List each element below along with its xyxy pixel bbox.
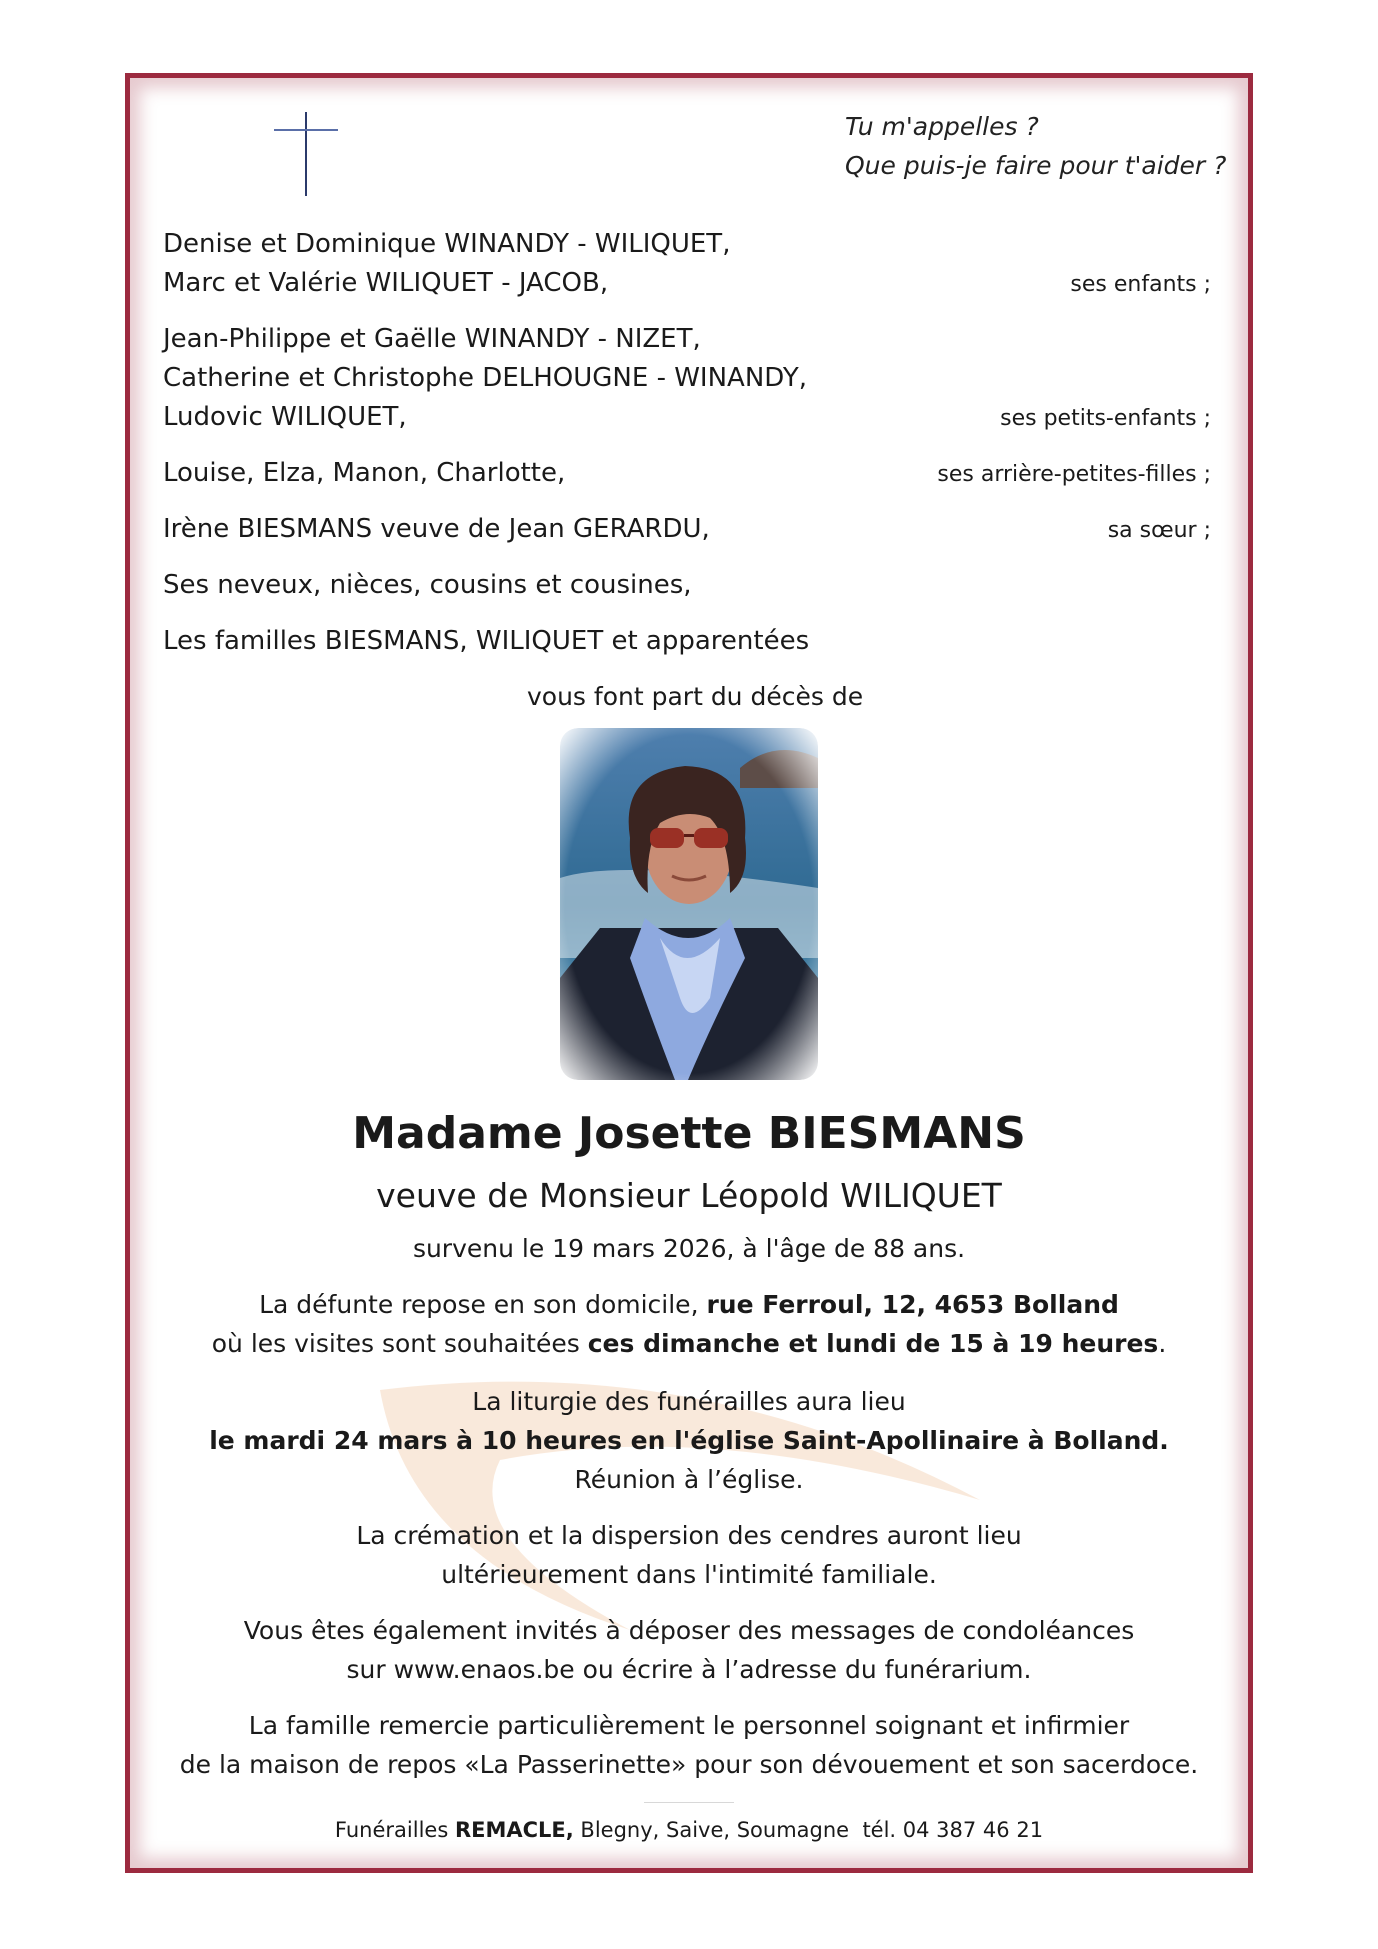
family-grandchildren-1: Jean-Philippe et Gaëlle WINANDY - NIZET,	[163, 324, 701, 354]
watermark-swoosh-icon	[380, 1380, 1020, 1640]
family-great-grandchildren: Louise, Elza, Manon, Charlotte,	[163, 458, 566, 488]
deceased-widow-of: veuve de Monsieur Léopold WILIQUET	[376, 1176, 1002, 1215]
condolences-line-1: Vous êtes également invités à déposer des messages de condoléances	[243, 1616, 1135, 1645]
family-relatives: Ses neveux, nièces, cousins et cousines,	[163, 570, 692, 600]
portrait-photo	[560, 728, 818, 1080]
announce-text: vous font part du décès de	[527, 682, 864, 711]
deceased-died: survenu le 19 mars 2026, à l'âge de 88 ans.	[412, 1234, 966, 1263]
condolences-line-2: sur www.enaos.be ou écrire à l’adresse du funérarium.	[346, 1655, 1032, 1684]
funeral-line-2: le mardi 24 mars à 10 heures en l'église Saint-Apollinaire à Bolland.	[209, 1426, 1169, 1455]
funeral-line-3: Réunion à l’église.	[574, 1465, 804, 1494]
funeral-line-1: La liturgie des funérailles aura lieu	[472, 1387, 906, 1416]
epigraph-line-1: Tu m'appelles ?	[845, 112, 1039, 141]
footer-divider	[644, 1802, 734, 1803]
family-children-1: Denise et Dominique WINANDY - WILIQUET,	[163, 229, 731, 259]
visit-line-1: La défunte repose en son domicile, rue Ferroul, 12, 4653 Bolland	[259, 1290, 1119, 1319]
deceased-name: Madame Josette BIESMANS	[352, 1108, 1026, 1159]
thanks-line-2: de la maison de repos «La Passerinette» pour son dévouement et son sacerdoce.	[179, 1750, 1199, 1779]
family-sister: Irène BIESMANS veuve de Jean GERARDU,	[163, 514, 710, 544]
family-families: Les familles BIESMANS, WILIQUET et apparentées	[163, 626, 810, 656]
cremation-line-1: La crémation et la dispersion des cendres auront lieu	[356, 1521, 1022, 1550]
relation-grandchildren: ses petits-enfants ;	[1000, 406, 1211, 431]
family-children-2: Marc et Valérie WILIQUET - JACOB,	[163, 268, 609, 298]
cremation-line-2: ultérieurement dans l'intimité familiale.	[441, 1560, 937, 1589]
thanks-line-1: La famille remercie particulièrement le personnel soignant et infirmier	[248, 1711, 1130, 1740]
family-grandchildren-3: Ludovic WILIQUET,	[163, 402, 407, 432]
family-grandchildren-2: Catherine et Christophe DELHOUGNE - WINANDY,	[163, 363, 808, 393]
relation-great-grandchildren: ses arrière-petites-filles ;	[937, 462, 1211, 487]
visit-line-2: où les visites sont souhaitées ces dimanche et lundi de 15 à 19 heures.	[211, 1329, 1167, 1358]
footer-funeral-home: Funérailles REMACLE, Blegny, Saive, Soumagne tél. 04 387 46 21	[334, 1818, 1044, 1842]
epigraph-line-2: Que puis-je faire pour t'aider ?	[845, 151, 1227, 180]
cross-icon	[274, 112, 338, 196]
relation-sister: sa sœur ;	[1107, 518, 1211, 543]
relation-children: ses enfants ;	[1070, 272, 1211, 297]
